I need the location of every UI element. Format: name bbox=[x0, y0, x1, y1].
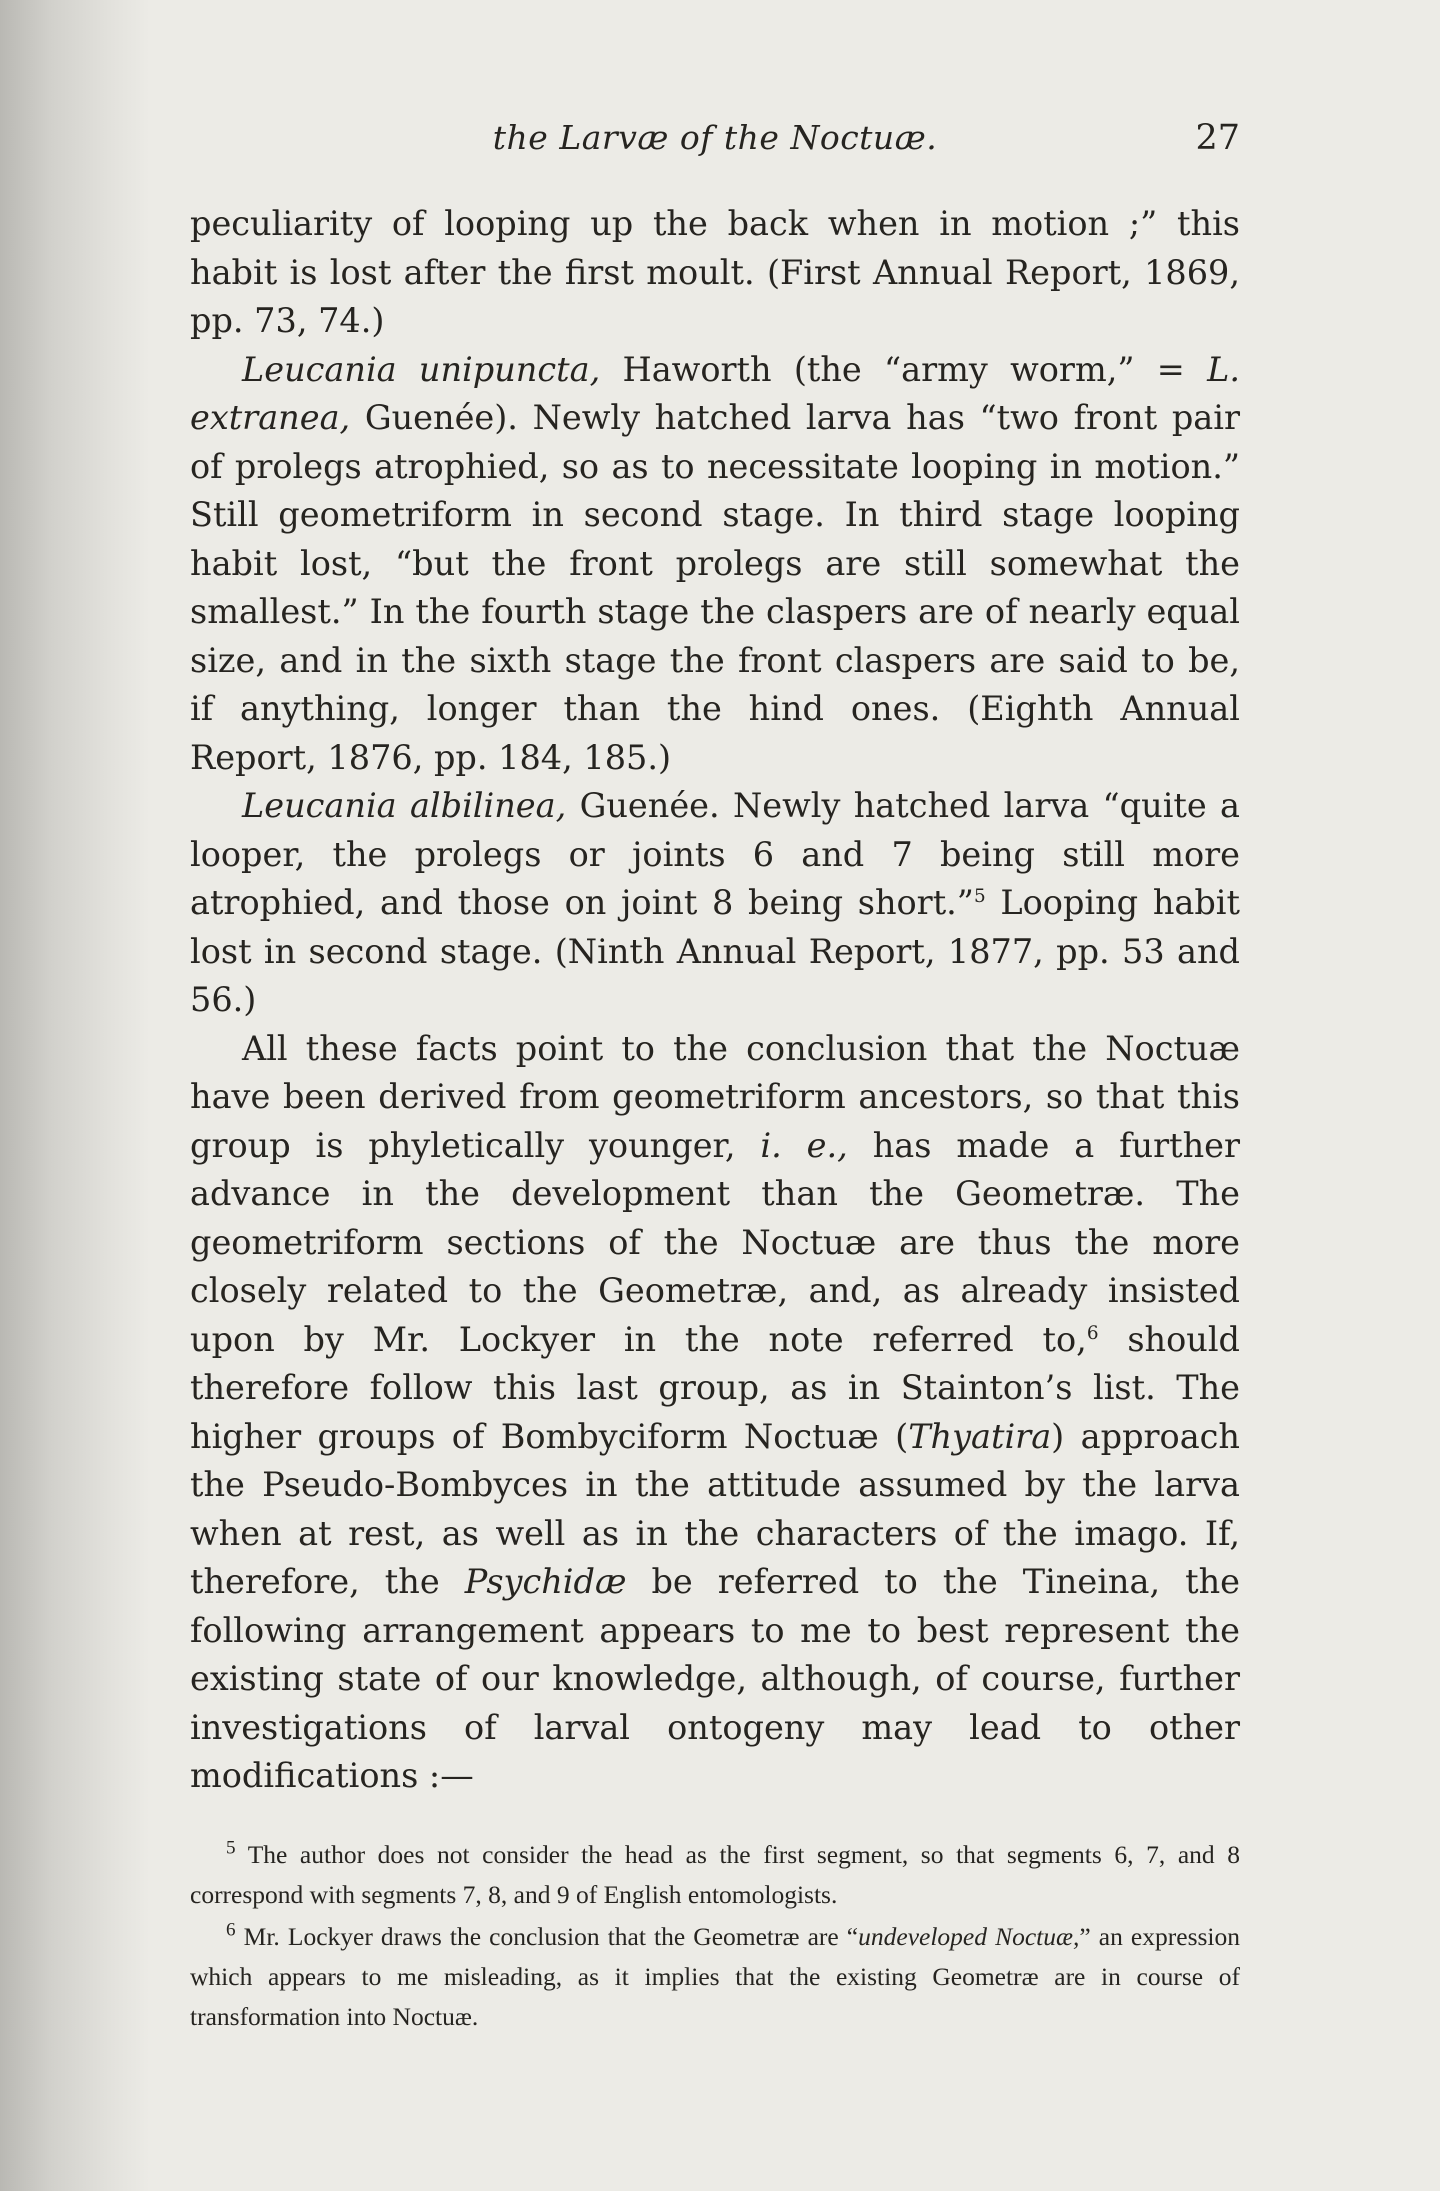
paragraph-leucania-albilinea bbox=[190, 782, 1240, 1025]
paragraph-text: ) approach the Pseudo-Bombyces in the attitude assumed by the larva when at rest, as well as in the characters of the imago. If, therefore, the bbox=[190, 1416, 1241, 1601]
footnote-text: The author does not consider the head as the first segment, so that segments 6, 7, and 8 correspond with segments 7, 8, and 9 of English entomologists. bbox=[190, 1839, 1240, 1909]
paragraph-text: should therefore follow this last group, as in Stainton’s list. The higher groups of Bombyciform Noctuæ ( bbox=[190, 1319, 1240, 1456]
paragraph-conclusion bbox=[190, 1025, 1240, 1801]
synonym-name: L. extranea, bbox=[190, 349, 1240, 437]
book-page bbox=[190, 118, 1240, 2039]
footnote-text: Mr. Lockyer draws the conclusion that the Geometræ are “ bbox=[235, 1921, 859, 1951]
running-head bbox=[190, 118, 1240, 178]
paragraph-text: Haworth (the “army worm,” = bbox=[600, 349, 1208, 389]
footnote-text: ” an expression which appears to me misleading, as it implies that the existing Geometræ are in course of transformation into Noctuæ. bbox=[190, 1921, 1240, 2031]
footnote-6 bbox=[190, 1917, 1240, 2037]
paragraph-looping-habit bbox=[190, 200, 1240, 346]
genus-name: Thyatira bbox=[908, 1416, 1052, 1456]
body-text bbox=[190, 200, 1240, 1801]
paragraph-text: peculiarity of looping up the back when in motion ;” this habit is lost after the first moult. (First Annual Report, 1869, pp. 73, 74.) bbox=[190, 204, 1240, 340]
paragraph-text: Guenée). Newly hatched larva has “two front pair of prolegs atrophied, so as to necessitate looping in motion.” Still geometriform in second stage. In third stage looping habit lost, “but the front prolegs are still somewhat the smallest.” In the fourth stage the claspers are of nearly equal size, and in the sixth stage the front claspers are said to be, if anything, longer than the hind ones. (Eighth Annual Report, 1876, pp. 184, 185.) bbox=[190, 398, 1240, 777]
footnote-mark: 6 bbox=[226, 1919, 236, 1940]
species-name: Leucania unipuncta, bbox=[242, 349, 601, 389]
paragraph-leucania-unipuncta bbox=[190, 346, 1240, 783]
paragraph-text: Guenée. Newly hatched larva “quite a looper, the prolegs or joints 6 and 7 being still more atrophied, and those on joint 8 being short.” bbox=[190, 786, 1240, 922]
footnotes bbox=[190, 1835, 1240, 2037]
scan-gutter-shadow bbox=[0, 0, 150, 2191]
paragraph-text: be referred to the Tineina, the following arrangement appears to me to best represent the existing state of our knowledge, although, of course, further investigations of larval ontogeny may lead to other modifications :— bbox=[190, 1562, 1240, 1795]
running-title: the Larvæ of the Noctuæ. bbox=[492, 118, 938, 157]
paragraph-text: All these facts point to the conclusion that the Noctuæ have been derived from geometriform ancestors, so that this group is phyletically younger, bbox=[190, 1028, 1240, 1165]
abbreviation: i. e., bbox=[760, 1125, 848, 1165]
footnote-mark: 5 bbox=[226, 1837, 236, 1858]
footnote-reference: 5 bbox=[973, 885, 986, 907]
family-name: Psychidæ bbox=[464, 1562, 627, 1601]
paragraph-text: Looping habit lost in second stage. (Ninth Annual Report, 1877, pp. 53 and 56.) bbox=[190, 883, 1240, 1019]
footnote-5 bbox=[190, 1835, 1240, 1915]
page-number: 27 bbox=[1195, 118, 1240, 158]
paragraph-text: has made a further advance in the development than the Geometræ. The geometriform sections of the Noctuæ are thus the more closely related to the Geometræ, and, as already insisted upon by Mr. Lockyer in the note referred to, bbox=[190, 1125, 1240, 1359]
species-name: Leucania albilinea, bbox=[242, 786, 567, 825]
footnote-reference: 6 bbox=[1086, 1322, 1099, 1344]
footnote-quote: undeveloped Noctuæ, bbox=[858, 1921, 1080, 1951]
